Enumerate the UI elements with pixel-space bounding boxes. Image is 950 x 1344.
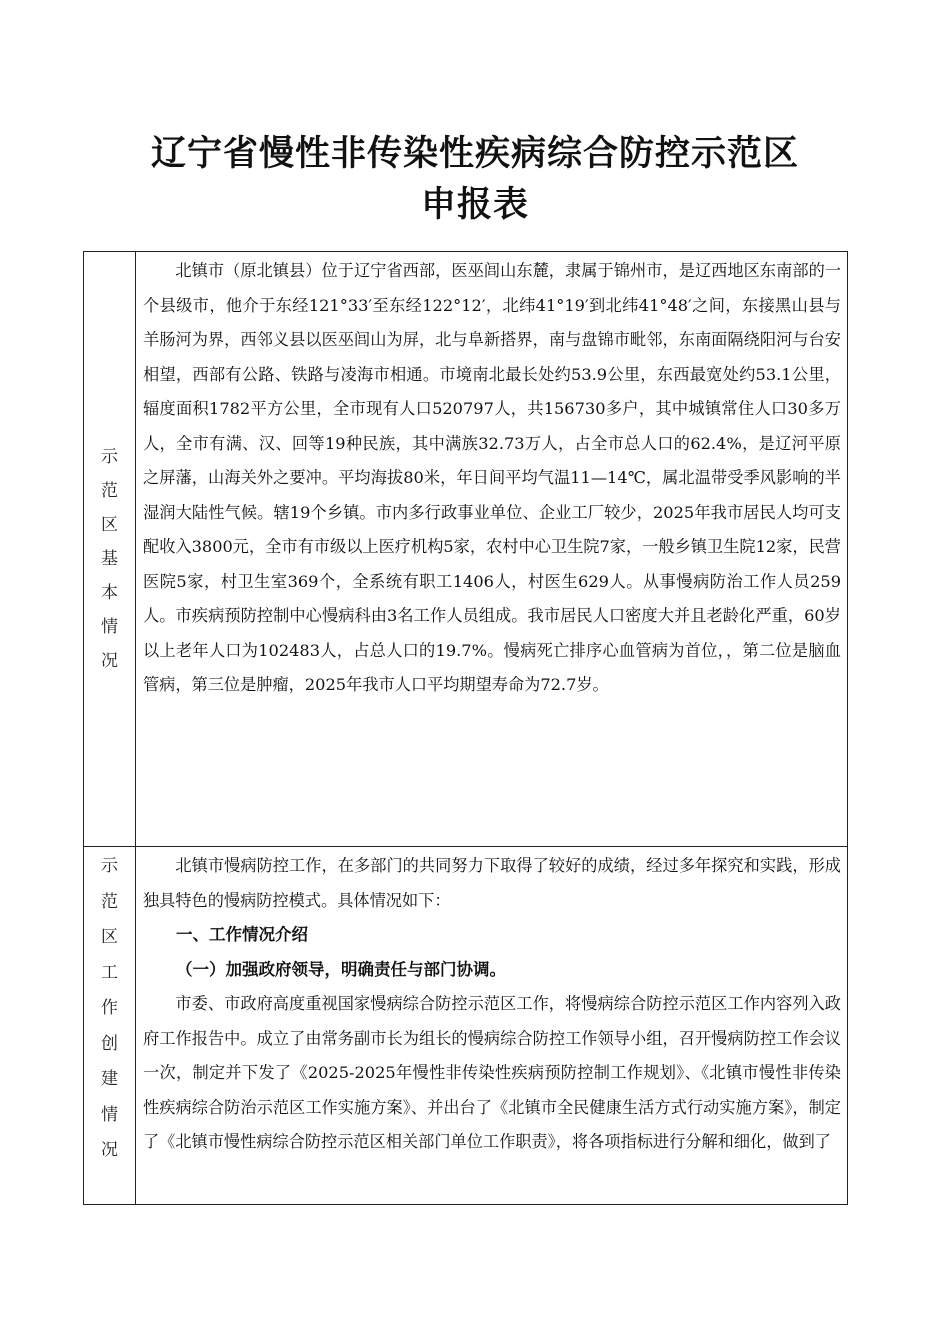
document-subtitle: 申报表 [420,185,529,225]
label-char: 建 [101,1069,118,1089]
row-label-cell [84,847,136,1205]
label-char: 况 [101,1140,118,1160]
row-label-cell [84,252,136,847]
label-char: 基 [101,549,118,569]
basic-info-content [136,252,848,847]
label-char: 区 [101,927,118,947]
table-row-work-status [84,847,848,1205]
label-char: 本 [101,583,118,603]
work-status-content [136,847,848,1205]
label-char: 示 [101,856,118,876]
basic-info-label [84,252,135,678]
basic-info-paragraph: 北镇市（原北镇县）位于辽宁省西部，医巫闾山东麓，隶属于锦州市，是辽西地区东南部的一个县级市，他介于东经121°33′至东经122°12′，北纬41°19′到北纬41°48′之间，东接黑山县与羊肠河为界，西邻义县以医巫闾山为屏，北与阜新搭界，南与盘锦市毗邻，东南面隔绕阳河与台安相望，西部有公路、铁路与凌海市相通。市境南北最长处约53.9公里，东西最宽处约53.1公里，辐度面积1782平方公里，全市现有人口520797人，共156730多户，其中城镇常住人口30多万人，全市有满、汉、回等19种民族，其中满族32.73万人，占全市总人口的62.4%，是辽河平原之屏藩，山海关外之要冲。平均海拔80米，年日间平均气温11—14℃，属北温带受季风影响的半湿润大陆性气候。辖19个乡镇。市内多行政事业单位、企业工厂较少，2025年我市居民人均可支配收入3800元，全市有市级以上医疗机构5家，农村中心卫生院7家，一般乡镇卫生院12家，民营医院5家，村卫生室369个，全系统有职工1406人，村医生629人。从事慢病防治工作人员259人。市疾病预防控制中心慢病科由3名工作人员组成。我市居民人口密度大并且老龄化严重，60岁以上老年人口为102483人，占总人口的19.7%。慢病死亡排序心血管病为首位，，第二位是脑血管病，第三位是肿瘤，2025年我市人口平均期望寿命为72.7岁。 [143,261,841,694]
label-char: 示 [101,447,118,467]
label-char: 工 [101,962,118,983]
label-char: 情 [101,617,118,637]
work-status-label [84,847,135,1169]
document-title: 辽宁省慢性非传染性疾病综合防控示范区 [150,134,799,174]
label-char: 创 [101,1033,118,1054]
subsection-heading: （一）加强政府领导，明确责任与部门协调。 [176,959,506,979]
work-body-paragraph: 市委、市政府高度重视国家慢病综合防控示范区工作，将慢病综合防控示范区工作内容列入政府工作报告中。成立了由常务副市长为组长的慢病综合防控工作领导小组，召开慢病防控工作会议一次，制定并下发了《2025-2025年慢性非传染性疾病预防控制工作规划》、《北镇市慢性非传染性疾病综合防治示范区工作实施方案》、并出台了《北镇市全民健康生活方式行动实施方案》，制定了《北镇市慢性病综合防控示范区相关部门单位工作职责》，将各项指标进行分解和细化，做到了 [143,994,841,1151]
work-intro-paragraph: 北镇市慢病防控工作，在多部门的共同努力下取得了较好的成绩，经过多年探究和实践，形成独具特色的慢病防控模式。具体情况如下： [143,856,841,910]
label-char: 区 [101,515,118,535]
application-form-table [83,251,848,1205]
table-row-basic-info [84,252,848,847]
label-char: 况 [101,651,118,671]
label-char: 范 [101,891,118,912]
section-heading: 一、工作情况介绍 [176,925,308,944]
label-char: 作 [101,998,118,1018]
label-char: 情 [101,1104,118,1125]
label-char: 范 [101,481,118,501]
